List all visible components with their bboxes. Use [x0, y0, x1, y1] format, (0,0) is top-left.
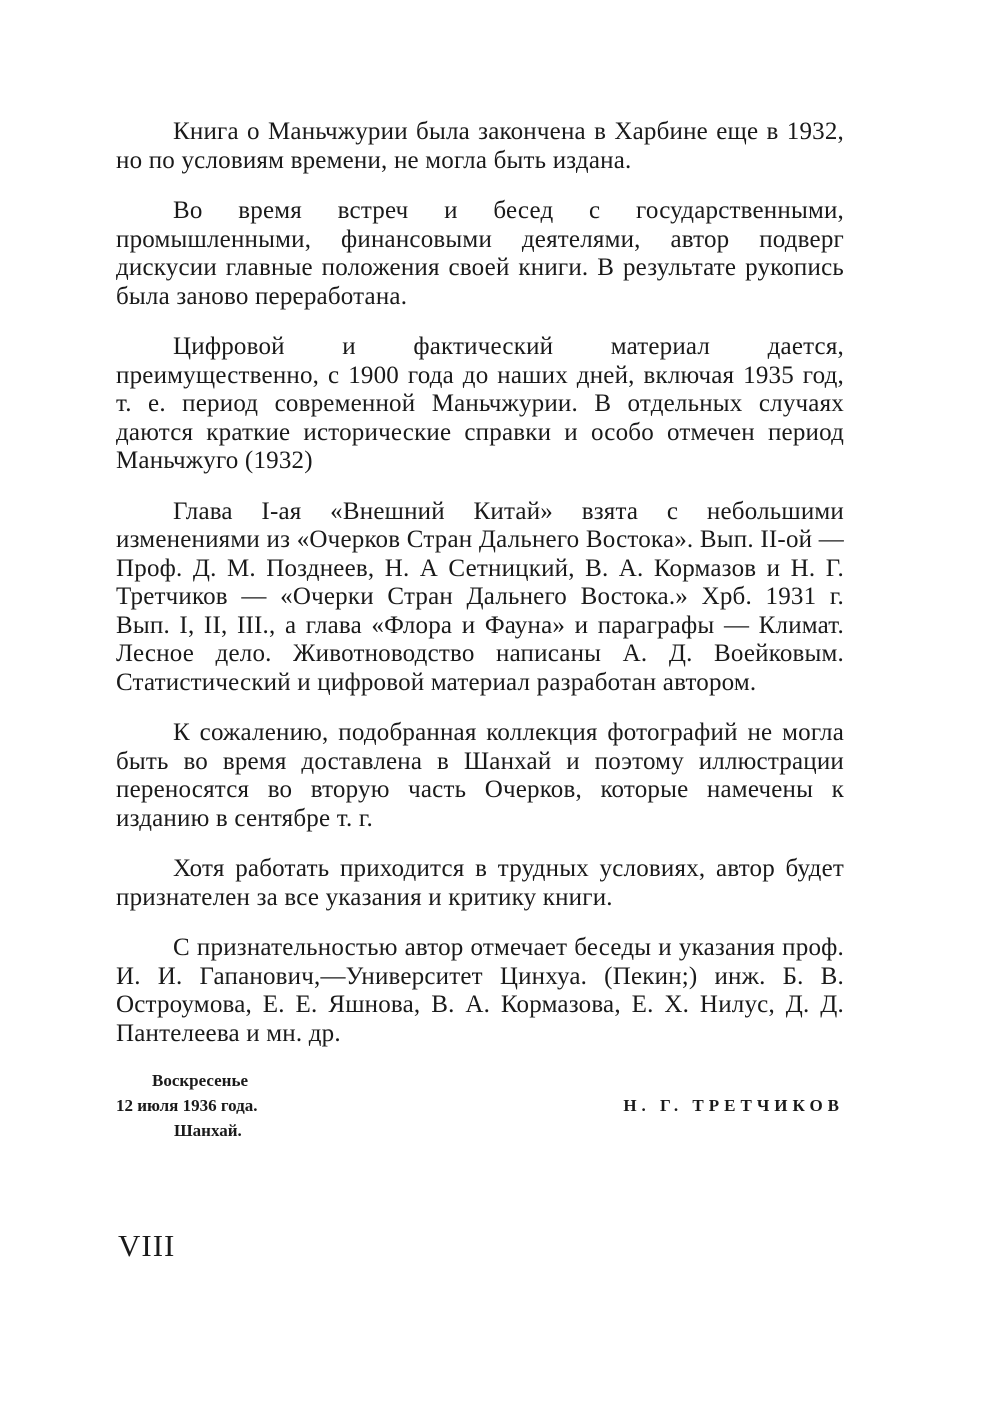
- paragraph-3: Цифровой и фактический материал дается, преимущественно, с 1900 года до наших дней, включая 1935 год, т. е. период современной Маньчжурии. В отдельных случаях даются краткие исторические справки и особо отмечен период Маньчжуго (1932): [116, 333, 844, 474]
- signoff-block: [116, 1068, 844, 1140]
- signoff-weekday: Воскресенье: [152, 1071, 249, 1090]
- page-body: [116, 118, 844, 1140]
- paragraph-6: Хотя работать приходится в трудных условиях, автор будет признателен за все указания и критику книги.: [116, 855, 844, 911]
- paragraph-7: С признательностью автор отмечает беседы и указания проф. И. И. Гапанович,—Университет Цинхуа. (Пекин;) инж. Б. В. Остроумова, Е. Е. Яшнова, В. А. Кормазова, Е. Х. Нилус, Д. Д. Пантелеева и мн. др.: [116, 934, 844, 1047]
- place-date: [116, 1068, 258, 1143]
- paragraph-2: Во время встреч и бесед с государственными, промышленными, финансовыми деятелями, автор подверг дискусии главные положения своей книги. В результате рукопись была заново переработана.: [116, 197, 844, 310]
- paragraph-1: Книга о Маньчжурии была закончена в Харбине еще в 1932, но по условиям времени, не могла быть издана.: [116, 118, 844, 174]
- paragraph-4: Глава I-ая «Внешний Китай» взята с небольшими изменениями из «Очерков Стран Дальнего Востока». Вып. II-ой — Проф. Д. М. Позднеев, Н. А Сетницкий, В. А. Кормазов и Н. Г. Третчиков — «Очерки Стран Дальнего Востока.» Хрб. 1931 г. Вып. I, II, III., а глава «Флора и Фауна» и параграфы — Климат. Лесное дело. Животноводство написаны А. Д. Воейковым. Статистический и цифровой материал разработан автором.: [116, 497, 844, 696]
- paragraph-5: К сожалению, подобранная коллекция фотографий не могла быть во время доставлена в Шанхай и поэтому иллюстрации переносятся во вторую часть Очерков, которые намечены к изданию в сентябре т. г.: [116, 719, 844, 832]
- author-signature: Н. Г. ТРЕТЧИКОВ: [623, 1096, 844, 1115]
- signoff-city: Шанхай.: [174, 1121, 242, 1140]
- signoff-date: 12 июля 1936 года.: [116, 1096, 258, 1115]
- page-number: VIII: [118, 1228, 176, 1263]
